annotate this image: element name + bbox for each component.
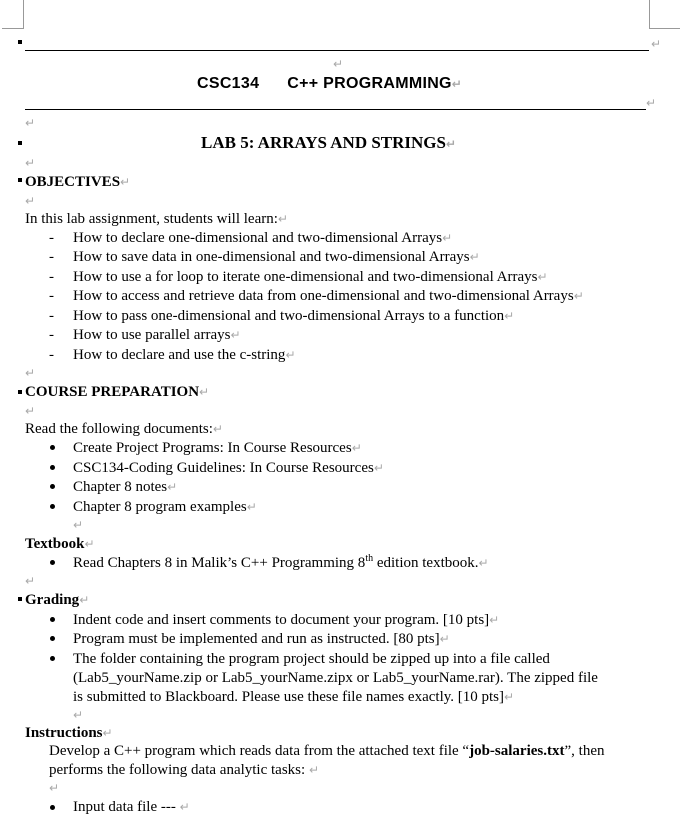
paragraph-mark: ↵ (73, 518, 84, 532)
dash-bullet: - (49, 327, 54, 343)
list-item: How to save data in one-dimensional and two-dimensional Arrays↵ (73, 249, 480, 265)
filename: job-salaries.txt (469, 743, 565, 759)
paragraph-mark: ↵ (79, 593, 90, 607)
bullet (50, 445, 55, 450)
list-item: How to use a for loop to iterate one-dimensional and two-dimensional Arrays↵ (73, 269, 548, 285)
list-item: How to access and retrieve data from one-dimensional and two-dimensional Arrays↵ (73, 288, 584, 304)
list-item: Chapter 8 notes↵ (73, 479, 178, 495)
paragraph-mark: ↵ (373, 461, 384, 475)
list-item: How to declare one-dimensional and two-dimensional Arrays↵ (73, 230, 453, 246)
paragraph-mark: ↵ (478, 556, 489, 570)
bullet (50, 484, 55, 489)
paragraph-mark: ↵ (25, 404, 36, 418)
paragraph-marker (18, 40, 22, 44)
list-item-line: is submitted to Blackboard. Please use these file names exactly. [10 pts]↵ (73, 689, 515, 705)
dash-bullet: - (49, 249, 54, 265)
paragraph-mark: ↵ (73, 708, 84, 722)
bullet (50, 504, 55, 509)
bullet (50, 805, 55, 810)
paragraph-mark: ↵ (285, 348, 296, 362)
list-item: Program must be implemented and run as instructed. [80 pts]↵ (73, 631, 450, 647)
list-item: Create Project Programs: In Course Resources↵ (73, 440, 362, 456)
paragraph-mark: ↵ (333, 57, 344, 71)
paragraph-mark: ↵ (451, 77, 463, 91)
paragraph-mark: ↵ (120, 175, 131, 189)
course-preparation-intro: Read the following documents:↵ (25, 421, 223, 437)
dash-bullet: - (49, 308, 54, 324)
header-bottom-rule (25, 109, 646, 110)
paragraph-mark: ↵ (49, 781, 60, 795)
crop-mark-top-left (2, 0, 24, 29)
dash-bullet: - (49, 347, 54, 363)
course-preparation-heading: COURSE PREPARATION↵ (25, 384, 210, 400)
paragraph-mark: ↵ (167, 480, 178, 494)
list-item: How to pass one-dimensional and two-dimensional Arrays to a function↵ (73, 308, 515, 324)
dash-bullet: - (49, 230, 54, 246)
paragraph-mark: ↵ (646, 96, 657, 110)
paragraph-mark: ↵ (199, 385, 210, 399)
paragraph-mark: ↵ (25, 574, 36, 588)
paragraph-marker (18, 141, 22, 145)
header-top-rule (25, 50, 649, 51)
paragraph-marker (18, 178, 22, 182)
paragraph-mark: ↵ (651, 37, 662, 51)
instructions-line: Develop a C++ program which reads data from the attached text file “job-salaries.txt”, then (49, 743, 605, 759)
list-item: Indent code and insert comments to document your program. [10 pts]↵ (73, 612, 500, 628)
paragraph-mark: ↵ (102, 726, 113, 740)
paragraph-mark: ↵ (308, 763, 319, 777)
paragraph-mark: ↵ (84, 537, 95, 551)
list-item: CSC134-Coding Guidelines: In Course Resources↵ (73, 460, 384, 476)
grading-heading: Grading↵ (25, 592, 90, 608)
paragraph-mark: ↵ (439, 632, 450, 646)
bullet (50, 617, 55, 622)
dash-bullet: - (49, 269, 54, 285)
list-item: Chapter 8 program examples↵ (73, 499, 257, 515)
bullet (50, 656, 55, 661)
paragraph-mark: ↵ (504, 309, 515, 323)
paragraph-mark: ↵ (179, 800, 190, 814)
instructions-bullet: Input data file --- ↵ (73, 799, 190, 815)
paragraph-mark: ↵ (25, 156, 36, 170)
paragraph-mark: ↵ (212, 422, 223, 436)
bullet (50, 560, 55, 565)
list-item: How to declare and use the c-string↵ (73, 347, 296, 363)
paragraph-mark: ↵ (25, 116, 36, 130)
paragraph-mark: ↵ (246, 500, 257, 514)
bullet (50, 465, 55, 470)
textbook-heading: Textbook↵ (25, 536, 95, 552)
objectives-heading: OBJECTIVES↵ (25, 174, 131, 190)
crop-mark-top-right (649, 0, 680, 29)
list-item: How to use parallel arrays↵ (73, 327, 241, 343)
paragraph-mark: ↵ (25, 194, 36, 208)
paragraph-mark: ↵ (230, 328, 241, 342)
paragraph-mark: ↵ (573, 289, 584, 303)
paragraph-mark: ↵ (469, 250, 480, 264)
course-header (197, 75, 462, 93)
paragraph-mark: ↵ (489, 613, 500, 627)
list-item-line: (Lab5_yourName.zip or Lab5_yourName.zipx or Lab5_yourName.rar). The zipped file (73, 670, 598, 686)
list-item-line: The folder containing the program project should be zipped up into a file called (73, 651, 550, 667)
paragraph-mark: ↵ (351, 441, 362, 455)
paragraph-mark: ↵ (537, 270, 548, 284)
paragraph-mark: ↵ (277, 212, 288, 226)
paragraph-marker (18, 390, 22, 394)
paragraph-marker (18, 597, 22, 601)
textbook-item: Read Chapters 8 in Malik’s C++ Programming 8th edition textbook.↵ (73, 553, 489, 571)
bullet (50, 636, 55, 641)
instructions-line: performs the following data analytic tasks: ↵ (49, 762, 319, 778)
paragraph-mark: ↵ (442, 231, 453, 245)
lab-title: LAB 5: ARRAYS AND STRINGS↵ (201, 133, 457, 152)
course-title: C++ PROGRAMMING (287, 75, 452, 92)
dash-bullet: - (49, 288, 54, 304)
objectives-intro: In this lab assignment, students will learn:↵ (25, 211, 288, 227)
course-code: CSC134 (197, 75, 260, 92)
paragraph-mark: ↵ (25, 366, 36, 380)
paragraph-mark: ↵ (446, 137, 457, 151)
paragraph-mark: ↵ (504, 690, 515, 704)
instructions-heading: Instructions↵ (25, 725, 113, 741)
